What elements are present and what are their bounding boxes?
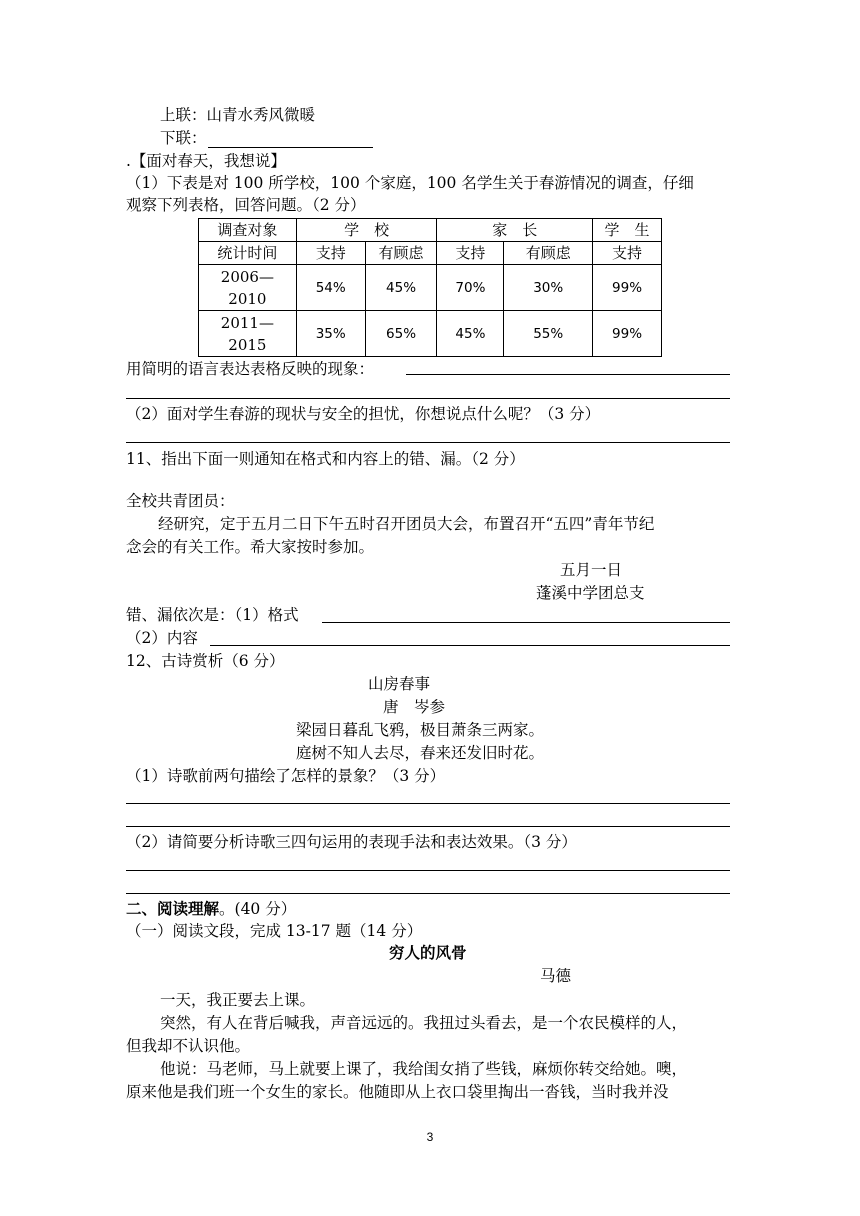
article-author: 马德	[540, 967, 572, 985]
value-cell: 99%	[593, 311, 662, 357]
survey-table	[198, 218, 662, 357]
subheader-cell: 有顾虑	[365, 242, 437, 265]
q10-part1-line2: 观察下列表格，回答问题。（2 分）	[126, 196, 366, 214]
value-cell: 70%	[437, 265, 504, 311]
q10-answer-blank-2[interactable]	[126, 398, 730, 399]
q12-sub2: （2）请简要分析诗歌三四句运用的表现手法和表达效果。（3 分）	[126, 833, 577, 851]
period-start: 2006—	[220, 267, 274, 286]
table-row	[199, 265, 662, 311]
q12-title: 12、古诗赏析（6 分）	[126, 652, 285, 670]
section2-score: 。(40 分）	[219, 900, 297, 918]
couplet-upper: 上联：山青水秀风微暖	[160, 106, 316, 124]
article-p1: 一天，我正要去上课。	[160, 991, 316, 1009]
q12-sub2-blank-2[interactable]	[126, 893, 730, 894]
q10-title: .【面对春天，我想说】	[126, 152, 286, 170]
value-cell: 45%	[437, 311, 504, 357]
header-school: 学 校	[296, 219, 437, 242]
article-title: 穷人的风骨	[389, 943, 467, 962]
article-p2-line1: 突然，有人在背后喊我，声音远远的。我扭过头看去，是一个农民模样的人，	[160, 1014, 688, 1032]
q11-answer-format-label: 错、漏依次是：（1）格式	[126, 606, 299, 624]
article-p2-line2: 但我却不认识他。	[126, 1037, 251, 1055]
subheader-cell: 有顾虑	[504, 242, 593, 265]
value-cell: 55%	[504, 311, 593, 357]
q11-format-blank[interactable]	[322, 622, 730, 623]
article-p3-line2: 原来他是我们班一个女生的家长。他随即从上衣口袋里掏出一沓钱，当时我并没	[126, 1083, 669, 1101]
table-subheader-row	[199, 242, 662, 265]
value-cell: 54%	[296, 265, 365, 311]
subheader-period: 统计时间	[199, 242, 297, 265]
page-number: 3	[426, 1130, 434, 1144]
table-header-row	[199, 219, 662, 242]
value-cell: 30%	[504, 265, 593, 311]
poem-line-2: 庭树不知人去尽，春来还发旧时花。	[296, 744, 545, 762]
couplet-lower-label: 下联：	[160, 129, 207, 147]
q11-content-blank[interactable]	[210, 645, 730, 646]
section2-heading-text: 二、阅读理解	[126, 899, 220, 918]
couplet-lower-blank[interactable]	[208, 147, 373, 148]
period-start: 2011—	[220, 313, 274, 332]
q10-part1-line1: （1）下表是对 100 所学校，100 个家庭，100 名学生关于春游情况的调查，仔细	[126, 174, 694, 192]
notice-signature: 蓬溪中学团总支	[536, 584, 645, 602]
period-cell	[199, 265, 297, 311]
value-cell: 99%	[593, 265, 662, 311]
notice-salutation: 全校共青团员：	[126, 492, 235, 510]
value-cell: 65%	[365, 311, 437, 357]
poem-title: 山房春事	[368, 675, 431, 693]
q10-part2-blank[interactable]	[126, 442, 730, 443]
header-subject: 调查对象	[199, 219, 297, 242]
section2-sub-intro: （一）阅读文段，完成 13-17 题（14 分）	[126, 922, 423, 940]
section2-heading	[126, 898, 296, 920]
q10-answer-blank-1[interactable]	[406, 374, 730, 375]
q12-sub1: （1）诗歌前两句描绘了怎样的景象？（3 分）	[126, 767, 446, 785]
notice-body-line1: 经研究，定于五月二日下午五时召开团员大会，布置召开“五四”青年节纪	[158, 515, 655, 533]
article-p3-line1: 他说：马老师，马上就要上课了，我给闺女捎了些钱，麻烦你转交给她。噢，	[160, 1060, 688, 1078]
poem-line-1: 梁园日暮乱飞鸦，极目萧条三两家。	[296, 721, 545, 739]
q11-answer-content-label: （2）内容	[126, 629, 198, 647]
notice-date: 五月一日	[560, 561, 623, 579]
q10-answer-prompt: 用简明的语言表达表格反映的现象：	[126, 360, 375, 378]
q12-sub2-blank-1[interactable]	[126, 870, 730, 871]
subheader-cell: 支持	[296, 242, 365, 265]
subheader-cell: 支持	[437, 242, 504, 265]
poem-author: 唐 岑参	[383, 698, 446, 716]
q10-part2: （2）面对学生春游的现状与安全的担忧，你想说点什么呢？（3 分）	[126, 405, 601, 423]
period-end: 2015	[228, 335, 267, 354]
value-cell: 45%	[365, 265, 437, 311]
subheader-cell: 支持	[593, 242, 662, 265]
period-end: 2010	[228, 289, 267, 308]
value-cell: 35%	[296, 311, 365, 357]
period-cell	[199, 311, 297, 357]
q11-title: 11、指出下面一则通知在格式和内容上的错、漏。（2 分）	[126, 450, 525, 468]
header-student: 学 生	[593, 219, 662, 242]
table-row	[199, 311, 662, 357]
q12-sub1-blank-1[interactable]	[126, 803, 730, 804]
q12-sub1-blank-2[interactable]	[126, 826, 730, 827]
notice-body-line2: 念会的有关工作。希大家按时参加。	[126, 538, 375, 556]
header-parent: 家 长	[437, 219, 593, 242]
